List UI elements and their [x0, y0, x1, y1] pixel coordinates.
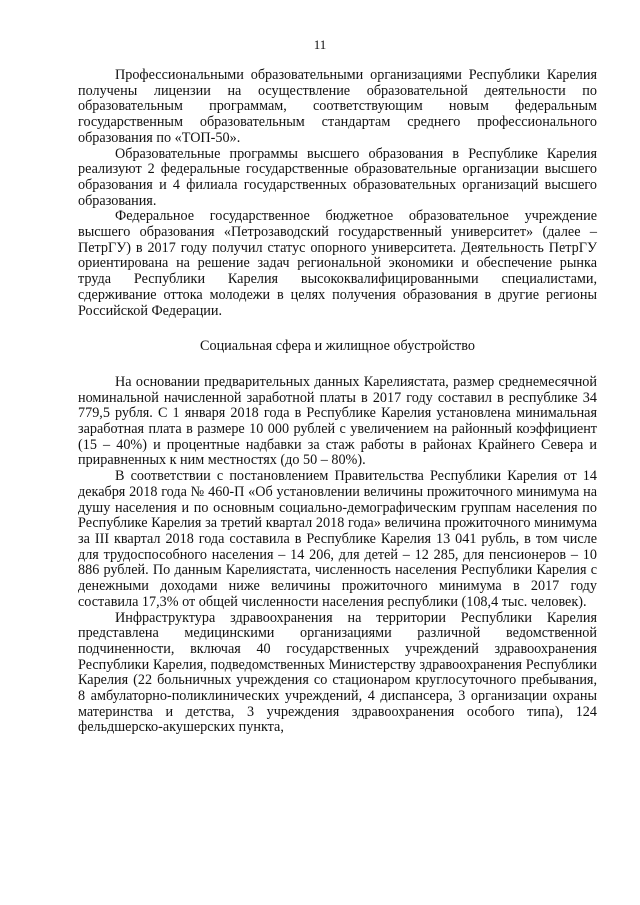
paragraph-petrsu: Федеральное государственное бюджетное образовательное учреждение высшего образования «Петрозаводский государственный университет» (далее – ПетрГУ) в 2017 году получил статус опорного университета. Деятельность ПетрГУ ориентирована на решение задач региональной экономики и обеспечение рынка труда Республики Карелия высококвалифицированными специалистами, сдерживание оттока молодежи в целях получения образования в другие регионы Российской Федерации.: [78, 208, 597, 319]
paragraph-higher-education: Образовательные программы высшего образования в Республике Карелия реализуют 2 федеральные государственные образовательные организации высшего образования и 4 филиала государственных образовательных организаций высшего образования.: [78, 145, 597, 209]
paragraph-healthcare: Инфраструктура здравоохранения на территории Республики Карелия представлена медицинскими организациями различной ведомственной подчиненности, включая 40 государственных учреждений здравоохранения Республики Карелия, подведомственных Министерству здравоохранения Республики Карелия (22 больничных учреждения со стационаром круглосуточного пребывания, 8 амбулаторно-поликлинических учреждений, 4 диспансера, 3 организации охраны материнства и детства, 3 учреждения здравоохранения особого типа), 124 фельдшерско-акушерских пункта,: [78, 609, 597, 736]
page-number: 11: [313, 37, 327, 52]
paragraph-licenses: Профессиональными образовательными организациями Республики Карелия получены лицензии на осуществление образовательной деятельности по образовательным программам, соответствующим новым федеральным государственным образовательным стандартам среднего профессионального образования по «ТОП-50».: [78, 67, 597, 146]
section-heading: Социальная сфера и жилищное обустройство: [200, 338, 475, 355]
paragraph-wages: На основании предварительных данных Карелиястата, размер среднемесячной номинальной начисленной заработной платы в 2017 году составил в республике 34 779,5 рубля. С 1 января 2018 года в Республике Карелия установлена минимальная заработная плата в размере 10 000 рублей с увеличением на районный коэффициент (15 – 40%) и процентные надбавки за стаж работы в районах Крайнего Севера и приравненных к ним местностях (до 50 – 80%).: [78, 373, 597, 469]
paragraph-subsistence-minimum: В соответствии с постановлением Правительства Республики Карелия от 14 декабря 2018 года № 460-П «Об установлении величины прожиточного минимума на душу населения и по основным социально-демографическим группам населения по Республике Карелия за третий квартал 2018 года» величина прожиточного минимума за III квартал 2018 года составила в Республике Карелия 13 041 рубль, в том числе для трудоспособного населения – 14 206, для детей – 12 285, для пенсионеров – 10 886 рублей. По данным Карелиястата, численность населения Республики Карелия с денежными доходами ниже величины прожиточного минимума в 2017 году составила 17,3% от общей численности населения республики (108,4 тыс. человек).: [78, 468, 597, 610]
page-body: [78, 68, 597, 736]
